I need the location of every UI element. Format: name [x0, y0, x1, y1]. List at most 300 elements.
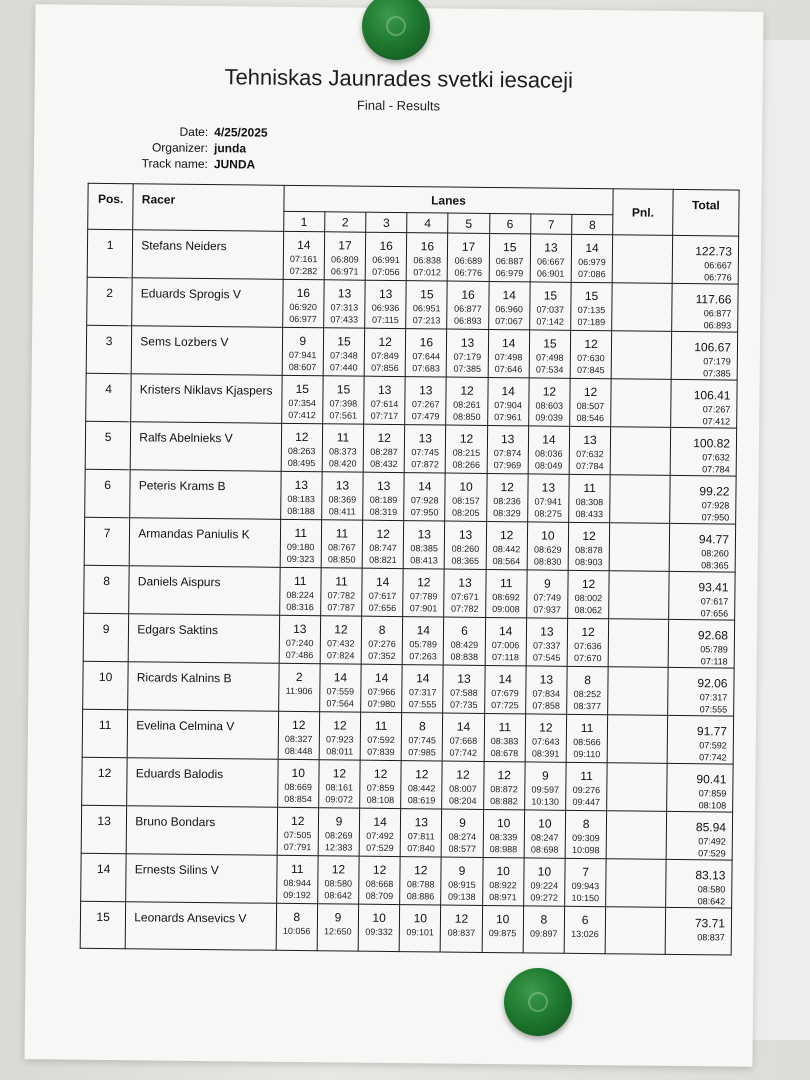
table-row	[86, 373, 737, 428]
lane-time: 07:440	[329, 362, 358, 373]
lane-time: 07:179	[453, 351, 482, 362]
total-cell	[669, 523, 736, 572]
lane-result-cell	[406, 233, 448, 281]
lane-points: 14	[333, 670, 348, 685]
lane-time: 06:920	[289, 301, 317, 313]
lane-points: 12	[415, 767, 429, 782]
total-cell	[672, 283, 739, 332]
lane-points: 13	[460, 335, 475, 350]
col-pos-header: Pos.	[88, 183, 134, 229]
lane-time: 07:564	[326, 698, 355, 709]
lane-points: 10	[291, 765, 306, 781]
lane-time: 07:928	[410, 495, 439, 506]
lane-result-cell	[447, 329, 489, 377]
lane-time: 08:767	[328, 542, 356, 553]
lane-time: 07:354	[288, 397, 316, 409]
lane-result-cell	[446, 377, 488, 425]
lane-time: 07:498	[535, 352, 564, 363]
lane-time: 08:546	[576, 412, 605, 424]
best-time: 06:893	[703, 320, 732, 331]
lane-points: 13	[583, 432, 597, 448]
lane-result-cell	[323, 328, 365, 376]
penalty-cell	[609, 571, 669, 620]
penalty-cell	[606, 811, 666, 860]
lane-time: 07:492	[366, 830, 394, 842]
lane-points: 13	[337, 286, 352, 301]
lane-points: 13	[377, 382, 392, 397]
lane-time: 08:988	[489, 844, 518, 855]
lane-time: 08:838	[450, 651, 479, 662]
lane-result-cell	[364, 376, 406, 424]
lane-time: 07:352	[368, 650, 396, 662]
lane-result-cell	[483, 809, 525, 857]
lane-result-cell	[358, 904, 400, 951]
lane-time: 07:670	[574, 652, 602, 664]
lane-time: 09:897	[529, 928, 558, 939]
lane-time: 07:348	[330, 350, 358, 361]
total-points: 92.68	[697, 628, 729, 643]
lane-result-cell	[566, 714, 608, 762]
total-points: 94.77	[698, 532, 730, 547]
best-time: 07:529	[698, 848, 726, 859]
lane-time: 08:385	[410, 543, 439, 554]
lane-points: 14	[542, 432, 556, 447]
lane-result-cell	[399, 905, 441, 952]
lane-time: 07:679	[491, 688, 519, 699]
lane-points: 11	[290, 861, 304, 877]
best-time: 07:555	[699, 704, 728, 715]
penalty-cell	[610, 427, 670, 476]
lane-time: 07:086	[578, 268, 606, 280]
organizer-label: Organizer:	[151, 140, 209, 156]
lane-points: 12	[454, 911, 469, 926]
lane-time: 06:936	[371, 302, 400, 314]
lane-time: 08:603	[535, 400, 564, 411]
lane-time: 07:067	[495, 316, 523, 327]
lane-result-cell	[406, 281, 448, 329]
best-time: 07:118	[700, 656, 728, 667]
penalty-cell	[608, 667, 668, 716]
lane-points: 13	[419, 383, 433, 398]
lane-result-cell	[324, 280, 366, 328]
position-cell: 10	[83, 661, 129, 709]
lane-points: 12	[460, 383, 474, 398]
lane-time: 07:789	[409, 591, 438, 602]
lane-points: 16	[419, 335, 434, 350]
best-time: 07:412	[702, 416, 731, 427]
lane-result-cell	[405, 329, 447, 377]
lane-time: 07:856	[371, 362, 399, 374]
lane-time: 08:224	[286, 589, 314, 601]
penalty-cell	[612, 283, 672, 332]
lane-time: 08:495	[287, 457, 316, 469]
lane-time: 09:332	[365, 926, 393, 938]
lane-points: 14	[456, 719, 471, 734]
lane-points: 10	[496, 864, 510, 879]
lane-time: 08:383	[490, 736, 519, 747]
lane-time: 06:877	[454, 303, 482, 314]
lane-points: 13	[294, 477, 309, 493]
lane-time: 08:377	[573, 700, 602, 712]
lane-result-cell	[568, 522, 610, 570]
lane-result-cell	[361, 616, 403, 664]
lane-time: 09:008	[492, 604, 520, 615]
lane-result-cell	[320, 664, 362, 712]
lane-time: 08:668	[365, 878, 394, 890]
lane-points: 7	[582, 864, 589, 880]
lane-result-cell	[277, 807, 319, 855]
lane-points: 14	[498, 672, 512, 687]
best-time: 07:592	[699, 740, 727, 751]
lane-time: 07:559	[326, 686, 355, 697]
lane-result-cell	[321, 520, 363, 568]
lane-time: 07:643	[531, 736, 560, 747]
lane-time: 06:667	[536, 256, 565, 267]
lane-number-header: 5	[448, 213, 489, 233]
lane-time: 07:834	[532, 688, 561, 699]
lane-time: 07:161	[289, 253, 318, 265]
track-value: JUNDA	[213, 157, 256, 172]
position-cell: 5	[85, 421, 131, 469]
col-pnl-header: Pnl.	[613, 189, 673, 236]
lane-time: 07:745	[408, 735, 437, 746]
lane-points: 10	[537, 864, 552, 879]
racer-name-cell: Peteris Krams B	[130, 470, 281, 520]
lane-result-cell	[359, 808, 401, 856]
lane-result-cell	[487, 425, 529, 473]
lane-result-cell	[317, 904, 359, 951]
lane-time: 08:261	[453, 399, 481, 410]
lane-time: 07:845	[577, 364, 605, 376]
lane-time: 08:669	[284, 781, 312, 793]
lane-time: 07:668	[449, 735, 478, 746]
lane-result-cell	[324, 232, 366, 280]
lane-time: 08:878	[575, 544, 603, 556]
lane-points: 6	[461, 623, 468, 638]
lane-time: 08:049	[534, 460, 563, 471]
penalty-cell	[611, 331, 671, 380]
lane-points: 14	[501, 384, 515, 399]
lane-time: 07:632	[576, 448, 604, 460]
total-points: 90.41	[696, 772, 727, 787]
lane-time: 07:189	[577, 316, 606, 328]
lane-points: 12	[497, 768, 511, 783]
lane-points: 17	[338, 238, 352, 253]
lane-points: 12	[334, 622, 348, 637]
racer-name-cell: Evelina Celmina V	[127, 710, 278, 760]
lane-points: 12	[378, 334, 392, 349]
lane-time: 07:385	[453, 363, 482, 374]
lane-time: 07:901	[409, 603, 438, 614]
lane-result-cell	[523, 858, 565, 906]
lane-points: 9	[458, 863, 466, 878]
lane-result-cell	[441, 905, 483, 952]
lane-points: 14	[585, 240, 599, 256]
lane-result-cell	[489, 233, 531, 281]
lane-points: 12	[499, 528, 514, 543]
lane-time: 06:951	[412, 303, 441, 314]
lane-result-cell	[279, 567, 321, 615]
lane-time: 07:545	[532, 652, 561, 663]
lane-time: 09:943	[571, 880, 600, 892]
lane-time: 06:991	[372, 254, 400, 266]
lane-time: 09:224	[530, 880, 559, 891]
lane-time: 08:629	[533, 544, 562, 555]
track-label: Track name:	[141, 156, 208, 172]
lane-time: 08:830	[533, 556, 562, 567]
lane-points: 12	[331, 862, 346, 877]
lane-points: 14	[416, 671, 430, 686]
racer-name-cell: Bruno Bondars	[126, 806, 277, 856]
lane-time: 07:012	[413, 267, 441, 278]
lane-time: 08:580	[324, 878, 353, 889]
lane-result-cell	[446, 425, 488, 473]
lane-time: 08:882	[490, 796, 518, 807]
lane-time: 08:619	[407, 795, 436, 806]
total-cell	[670, 427, 737, 476]
lane-result-cell	[445, 521, 487, 569]
best-time: 08:108	[698, 800, 727, 811]
lane-result-cell	[524, 810, 566, 858]
lane-points: 9	[541, 768, 549, 783]
lane-time: 07:840	[407, 843, 435, 854]
lane-time: 07:858	[532, 700, 560, 711]
lane-points: 8	[293, 909, 301, 925]
lane-time: 08:062	[574, 604, 603, 616]
lane-time: 08:432	[370, 458, 398, 470]
lane-time: 07:412	[288, 409, 316, 421]
lane-time: 08:413	[410, 555, 438, 566]
lane-time: 07:787	[327, 602, 356, 613]
total-points: 73.71	[694, 916, 726, 931]
table-row	[82, 757, 733, 812]
lane-time: 07:398	[329, 398, 358, 409]
lane-result-cell	[571, 282, 613, 330]
racer-name-cell: Ricards Kalnins B	[128, 662, 279, 712]
lane-time: 08:433	[575, 508, 604, 520]
position-cell: 13	[81, 805, 127, 853]
lane-time: 08:922	[489, 880, 517, 891]
lane-result-cell	[322, 424, 364, 472]
lane-points: 11	[374, 718, 388, 733]
best-time: 08:642	[697, 896, 726, 907]
lane-result-cell	[444, 617, 486, 665]
position-cell: 11	[82, 709, 128, 757]
lane-time: 07:725	[491, 700, 519, 711]
lane-time: 07:636	[574, 640, 602, 652]
best-time: 07:950	[701, 512, 730, 523]
lane-time: 07:630	[577, 352, 605, 364]
best-time: 07:928	[701, 500, 730, 511]
lane-time: 07:961	[494, 412, 522, 423]
lane-result-cell	[524, 762, 566, 810]
lane-time: 07:142	[536, 316, 564, 327]
total-points: 91.77	[696, 724, 728, 739]
lane-time: 08:429	[450, 639, 479, 650]
lane-time: 08:204	[448, 795, 477, 806]
lane-time: 07:859	[366, 782, 395, 794]
page-subtitle: Final - Results	[356, 97, 441, 114]
lane-time: 07:644	[412, 351, 441, 362]
lane-time: 07:555	[408, 699, 437, 710]
total-cell	[672, 235, 739, 284]
lane-time: 08:607	[288, 361, 317, 373]
position-cell: 1	[87, 229, 133, 277]
racer-name-cell: Stefans Neiders	[132, 230, 283, 280]
lane-time: 06:960	[495, 304, 523, 315]
table-row	[84, 565, 735, 620]
lane-points: 12	[500, 480, 514, 495]
best-time: 07:859	[698, 788, 727, 799]
lane-points: 13	[417, 527, 432, 542]
lane-points: 15	[295, 381, 310, 397]
lane-points: 11	[583, 480, 596, 496]
table-row	[81, 853, 732, 908]
total-cell	[665, 907, 732, 955]
lane-result-cell	[564, 906, 606, 953]
lane-points: 11	[498, 720, 512, 735]
lane-number-header: 2	[325, 212, 366, 232]
lane-result-cell	[276, 855, 318, 903]
lane-points: 10	[459, 479, 473, 494]
lane-points: 10	[541, 528, 555, 543]
lane-time: 08:854	[284, 793, 312, 805]
lane-result-cell	[530, 234, 572, 282]
lane-time: 08:252	[573, 688, 602, 700]
lane-time: 07:592	[367, 734, 395, 746]
total-points: 99.22	[699, 484, 730, 499]
lane-points: 15	[337, 334, 351, 349]
lane-result-cell	[278, 711, 320, 759]
lane-result-cell	[567, 666, 609, 714]
lane-time: 07:717	[370, 410, 399, 422]
lane-points: 14	[375, 574, 390, 589]
lane-points: 16	[461, 287, 475, 302]
lane-result-cell	[404, 425, 446, 473]
lane-points: 14	[502, 288, 516, 303]
racer-name-cell: Daniels Aispurs	[129, 566, 280, 616]
lane-points: 6	[581, 912, 589, 928]
lane-result-cell	[570, 378, 612, 426]
lane-time: 07:317	[408, 687, 437, 698]
lane-time: 09:138	[447, 891, 476, 902]
lane-points: 12	[372, 862, 387, 877]
lane-points: 11	[293, 573, 307, 589]
lane-points: 15	[420, 287, 434, 302]
lane-time: 09:180	[286, 541, 315, 553]
best-time: 07:784	[702, 464, 730, 475]
lane-time: 07:923	[326, 734, 354, 745]
lane-time: 08:903	[575, 556, 603, 568]
total-points: 117.66	[695, 292, 732, 307]
lane-time: 08:448	[284, 745, 313, 757]
lane-result-cell	[567, 618, 609, 666]
lane-time: 07:037	[536, 304, 565, 315]
lane-points: 12	[582, 528, 596, 544]
lane-time: 08:391	[531, 748, 560, 759]
lane-result-cell	[448, 233, 490, 281]
lane-result-cell	[318, 808, 360, 856]
position-cell: 6	[85, 469, 131, 517]
lane-points: 15	[502, 240, 517, 255]
total-cell	[671, 379, 738, 428]
lane-time: 07:784	[576, 460, 604, 472]
lane-points: 13	[458, 575, 472, 590]
lane-time: 09:101	[406, 927, 435, 938]
table-row	[83, 613, 734, 668]
lane-result-cell	[401, 713, 443, 761]
total-points: 122.73	[695, 244, 733, 259]
col-racer-header: Racer	[133, 184, 284, 232]
lane-time: 08:850	[452, 411, 481, 422]
racer-name-cell: Armandas Paniulis K	[129, 518, 280, 568]
lane-time: 08:157	[452, 495, 480, 506]
best-time: 07:317	[699, 692, 728, 703]
lane-result-cell	[403, 521, 445, 569]
lane-points: 10	[496, 816, 511, 831]
lane-points: 14	[498, 624, 513, 639]
lane-points: 13	[500, 432, 515, 447]
penalty-cell	[610, 475, 670, 524]
lane-result-cell	[529, 282, 571, 330]
lane-points: 10	[538, 816, 552, 831]
best-time: 07:617	[700, 596, 729, 607]
position-cell: 9	[83, 613, 129, 661]
lane-time: 07:006	[491, 640, 520, 651]
best-time: 05:789	[700, 644, 728, 655]
lane-time: 06:901	[536, 268, 565, 279]
lane-time: 08:411	[328, 506, 356, 517]
lane-points: 9	[459, 815, 466, 830]
lane-result-cell	[360, 760, 402, 808]
lane-points: 8	[584, 673, 592, 688]
lane-time: 09:039	[535, 412, 563, 423]
total-cell	[670, 475, 737, 524]
lane-result-cell	[528, 378, 570, 426]
lane-time: 07:617	[368, 590, 397, 602]
lane-time: 08:709	[365, 890, 394, 902]
lane-time: 08:287	[370, 446, 398, 458]
lane-points: 12	[417, 575, 431, 590]
total-cell	[669, 571, 736, 620]
lane-time: 07:529	[366, 842, 394, 854]
lane-result-cell	[565, 810, 607, 858]
total-points: 106.41	[693, 388, 731, 403]
lane-result-cell	[569, 474, 611, 522]
lane-time: 08:564	[492, 556, 521, 567]
lane-points: 8	[540, 912, 548, 927]
lane-result-cell	[360, 712, 402, 760]
table-row	[84, 517, 735, 572]
lane-time: 07:671	[451, 591, 479, 602]
table-row	[87, 277, 738, 332]
lane-result-cell	[486, 521, 528, 569]
lane-time: 11:906	[285, 685, 313, 697]
lane-result-cell	[361, 664, 403, 712]
penalty-cell	[612, 235, 672, 284]
lane-time: 08:007	[449, 783, 477, 794]
lane-time: 08:698	[530, 844, 559, 855]
lane-points: 2	[295, 669, 303, 685]
lane-result-cell	[525, 714, 567, 762]
lane-result-cell	[319, 760, 361, 808]
lane-points: 10	[495, 912, 510, 927]
lane-result-cell	[529, 330, 571, 378]
lane-result-cell	[447, 281, 489, 329]
lane-time: 08:577	[448, 843, 477, 854]
racer-name-cell: Eduards Balodis	[127, 758, 278, 808]
best-time: 06:776	[704, 272, 732, 283]
